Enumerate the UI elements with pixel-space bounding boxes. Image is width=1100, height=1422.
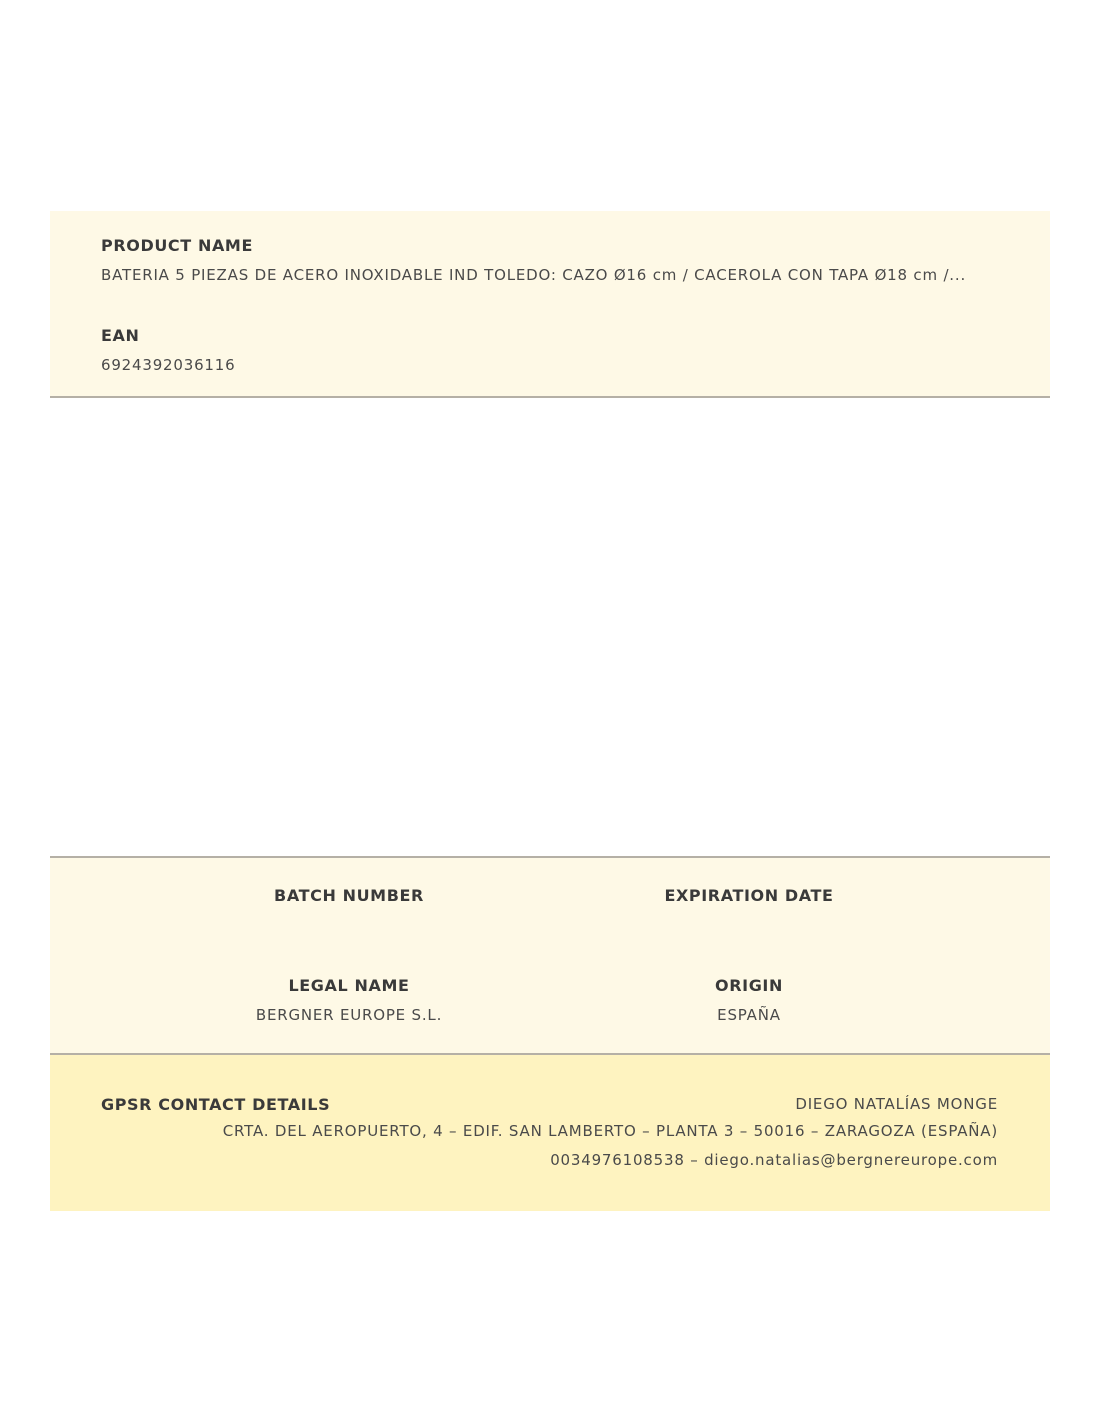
product-info-panel bbox=[50, 211, 1050, 398]
expiration-date-label: EXPIRATION DATE bbox=[664, 886, 834, 905]
ean-value: 6924392036116 bbox=[101, 356, 236, 374]
gpsr-contact-address: CRTA. DEL AEROPUERTO, 4 – EDIF. SAN LAMBERTO – PLANTA 3 – 50016 – ZARAGOZA (ESPAÑA) bbox=[222, 1122, 998, 1140]
ean-label: EAN bbox=[101, 326, 140, 345]
legal-name-value: BERGNER EUROPE S.L. bbox=[255, 1006, 443, 1024]
origin-value: ESPAÑA bbox=[717, 1006, 781, 1024]
product-details-panel bbox=[50, 856, 1050, 1055]
gpsr-contact-name: DIEGO NATALÍAS MONGE bbox=[795, 1095, 998, 1113]
gpsr-contact-panel bbox=[50, 1055, 1050, 1211]
gpsr-contact-label: GPSR CONTACT DETAILS bbox=[101, 1095, 331, 1114]
product-name-value: BATERIA 5 PIEZAS DE ACERO INOXIDABLE IND TOLEDO: CAZO Ø16 cm / CACEROLA CON TAPA Ø18 cm /... bbox=[101, 266, 967, 284]
product-name-label: PRODUCT NAME bbox=[101, 236, 253, 255]
origin-label: ORIGIN bbox=[715, 976, 783, 995]
legal-name-label: LEGAL NAME bbox=[288, 976, 410, 995]
batch-number-label: BATCH NUMBER bbox=[274, 886, 424, 905]
gpsr-contact-phone-email: 0034976108538 – diego.natalias@bergnereurope.com bbox=[550, 1151, 998, 1169]
